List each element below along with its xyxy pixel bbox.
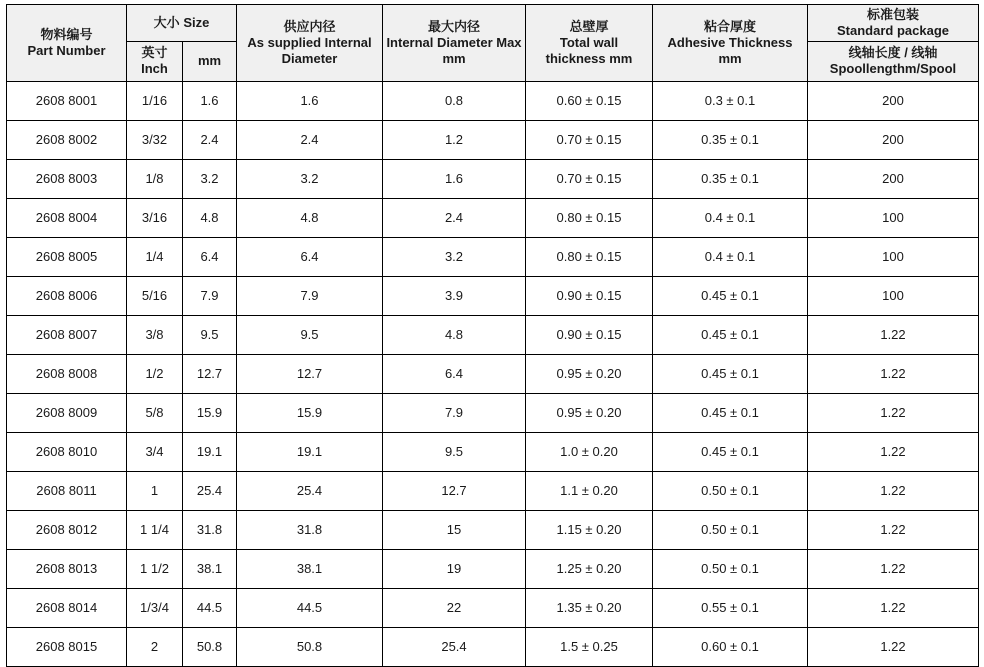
cell-as-supplied-id: 2.4 — [237, 120, 383, 159]
cell-max-id: 4.8 — [383, 315, 526, 354]
table-row — [7, 354, 979, 393]
cell-part-number: 2608 8015 — [7, 627, 127, 666]
cell-part-number: 2608 8011 — [7, 471, 127, 510]
header-part-number — [7, 5, 127, 82]
table-row — [7, 549, 979, 588]
cell-total-wall: 0.80 ± 0.15 — [526, 237, 653, 276]
cell-size-mm: 44.5 — [183, 588, 237, 627]
cell-size-mm: 6.4 — [183, 237, 237, 276]
cell-size-inch: 5/16 — [127, 276, 183, 315]
header-size-inch — [127, 41, 183, 81]
cell-size-inch: 1/4 — [127, 237, 183, 276]
header-total-wall-en: Total wall thickness mm — [545, 34, 633, 66]
header-adhesive-thickness — [653, 5, 808, 82]
table-row — [7, 159, 979, 198]
cell-size-inch: 1 — [127, 471, 183, 510]
cell-max-id: 12.7 — [383, 471, 526, 510]
cell-part-number: 2608 8007 — [7, 315, 127, 354]
cell-as-supplied-id: 38.1 — [237, 549, 383, 588]
cell-total-wall: 1.35 ± 0.20 — [526, 588, 653, 627]
cell-standard-package: 200 — [808, 120, 979, 159]
header-as-supplied-id — [237, 5, 383, 82]
cell-max-id: 15 — [383, 510, 526, 549]
cell-size-inch: 1/3/4 — [127, 588, 183, 627]
cell-total-wall: 0.90 ± 0.15 — [526, 315, 653, 354]
cell-standard-package: 100 — [808, 276, 979, 315]
cell-size-inch: 1/16 — [127, 81, 183, 120]
cell-size-mm: 19.1 — [183, 432, 237, 471]
cell-adhesive-thickness: 0.45 ± 0.1 — [653, 315, 808, 354]
header-total-wall — [526, 5, 653, 82]
cell-standard-package: 1.22 — [808, 354, 979, 393]
header-adhesive-thickness-cn: 粘合厚度 — [703, 19, 756, 35]
cell-standard-package: 1.22 — [808, 432, 979, 471]
header-size-mm-en: mm — [197, 53, 222, 69]
header-spool-length-cn: 线轴长度 / 线轴 — [848, 45, 938, 61]
header-row-top — [7, 5, 979, 42]
cell-size-mm: 50.8 — [183, 627, 237, 666]
table-row — [7, 120, 979, 159]
cell-adhesive-thickness: 0.35 ± 0.1 — [653, 159, 808, 198]
table-row — [7, 627, 979, 666]
table-body — [7, 81, 979, 666]
cell-size-inch: 5/8 — [127, 393, 183, 432]
cell-part-number: 2608 8003 — [7, 159, 127, 198]
cell-size-mm: 1.6 — [183, 81, 237, 120]
cell-size-inch: 1/2 — [127, 354, 183, 393]
table-row — [7, 588, 979, 627]
cell-total-wall: 0.95 ± 0.20 — [526, 354, 653, 393]
table-row — [7, 510, 979, 549]
cell-standard-package: 1.22 — [808, 627, 979, 666]
cell-size-mm: 31.8 — [183, 510, 237, 549]
cell-size-mm: 12.7 — [183, 354, 237, 393]
cell-size-inch: 3/32 — [127, 120, 183, 159]
cell-standard-package: 200 — [808, 81, 979, 120]
cell-size-inch: 1/8 — [127, 159, 183, 198]
cell-max-id: 3.9 — [383, 276, 526, 315]
cell-size-mm: 7.9 — [183, 276, 237, 315]
header-standard-package — [808, 5, 979, 42]
cell-as-supplied-id: 1.6 — [237, 81, 383, 120]
header-adhesive-thickness-en: Adhesive Thickness mm — [667, 34, 793, 66]
table-header — [7, 5, 979, 82]
cell-part-number: 2608 8004 — [7, 198, 127, 237]
cell-max-id: 2.4 — [383, 198, 526, 237]
cell-part-number: 2608 8012 — [7, 510, 127, 549]
cell-max-id: 6.4 — [383, 354, 526, 393]
cell-size-mm: 3.2 — [183, 159, 237, 198]
cell-adhesive-thickness: 0.45 ± 0.1 — [653, 432, 808, 471]
header-max-id-en: Internal Diameter Max mm — [386, 34, 522, 66]
table-row — [7, 393, 979, 432]
header-spool-length-en: Spoollengthm/Spool — [829, 61, 957, 77]
cell-adhesive-thickness: 0.45 ± 0.1 — [653, 393, 808, 432]
specification-table — [6, 4, 979, 667]
cell-total-wall: 1.0 ± 0.20 — [526, 432, 653, 471]
header-max-id — [383, 5, 526, 82]
cell-size-inch: 3/16 — [127, 198, 183, 237]
header-max-id-cn: 最大内径 — [427, 19, 480, 35]
header-size-group — [127, 5, 237, 42]
header-size-mm — [183, 41, 237, 81]
table-row — [7, 471, 979, 510]
cell-part-number: 2608 8009 — [7, 393, 127, 432]
cell-standard-package: 1.22 — [808, 471, 979, 510]
cell-adhesive-thickness: 0.3 ± 0.1 — [653, 81, 808, 120]
cell-part-number: 2608 8006 — [7, 276, 127, 315]
cell-total-wall: 0.90 ± 0.15 — [526, 276, 653, 315]
cell-standard-package: 1.22 — [808, 315, 979, 354]
cell-total-wall: 1.5 ± 0.25 — [526, 627, 653, 666]
cell-size-inch: 2 — [127, 627, 183, 666]
cell-as-supplied-id: 50.8 — [237, 627, 383, 666]
cell-part-number: 2608 8013 — [7, 549, 127, 588]
cell-total-wall: 0.95 ± 0.20 — [526, 393, 653, 432]
cell-part-number: 2608 8001 — [7, 81, 127, 120]
cell-part-number: 2608 8010 — [7, 432, 127, 471]
cell-as-supplied-id: 7.9 — [237, 276, 383, 315]
cell-standard-package: 100 — [808, 198, 979, 237]
table-row — [7, 81, 979, 120]
cell-standard-package: 1.22 — [808, 393, 979, 432]
cell-as-supplied-id: 6.4 — [237, 237, 383, 276]
cell-adhesive-thickness: 0.45 ± 0.1 — [653, 276, 808, 315]
cell-total-wall: 1.15 ± 0.20 — [526, 510, 653, 549]
cell-total-wall: 1.25 ± 0.20 — [526, 549, 653, 588]
header-part-number-en: Part Number — [27, 42, 106, 58]
cell-max-id: 22 — [383, 588, 526, 627]
cell-as-supplied-id: 12.7 — [237, 354, 383, 393]
header-total-wall-cn: 总壁厚 — [569, 19, 609, 35]
cell-part-number: 2608 8014 — [7, 588, 127, 627]
cell-size-mm: 9.5 — [183, 315, 237, 354]
header-standard-package-cn: 标准包装 — [866, 7, 919, 22]
cell-standard-package: 1.22 — [808, 510, 979, 549]
header-size-group-cn: 大小 — [153, 14, 180, 30]
cell-standard-package: 200 — [808, 159, 979, 198]
cell-size-inch: 1 1/4 — [127, 510, 183, 549]
cell-part-number: 2608 8008 — [7, 354, 127, 393]
cell-max-id: 19 — [383, 549, 526, 588]
cell-standard-package: 1.22 — [808, 588, 979, 627]
header-spool-length — [808, 41, 979, 81]
cell-max-id: 7.9 — [383, 393, 526, 432]
cell-total-wall: 1.1 ± 0.20 — [526, 471, 653, 510]
header-as-supplied-id-en: As supplied Internal Diameter — [247, 34, 372, 66]
cell-size-mm: 38.1 — [183, 549, 237, 588]
cell-total-wall: 0.80 ± 0.15 — [526, 198, 653, 237]
cell-size-inch: 1 1/2 — [127, 549, 183, 588]
cell-size-mm: 4.8 — [183, 198, 237, 237]
cell-adhesive-thickness: 0.45 ± 0.1 — [653, 354, 808, 393]
cell-adhesive-thickness: 0.4 ± 0.1 — [653, 198, 808, 237]
cell-adhesive-thickness: 0.55 ± 0.1 — [653, 588, 808, 627]
cell-part-number: 2608 8002 — [7, 120, 127, 159]
cell-max-id: 0.8 — [383, 81, 526, 120]
cell-adhesive-thickness: 0.50 ± 0.1 — [653, 549, 808, 588]
cell-adhesive-thickness: 0.4 ± 0.1 — [653, 237, 808, 276]
cell-adhesive-thickness: 0.50 ± 0.1 — [653, 471, 808, 510]
table-row — [7, 315, 979, 354]
cell-as-supplied-id: 9.5 — [237, 315, 383, 354]
header-size-group-en: Size — [183, 14, 210, 30]
cell-adhesive-thickness: 0.35 ± 0.1 — [653, 120, 808, 159]
cell-size-inch: 3/4 — [127, 432, 183, 471]
table-row — [7, 198, 979, 237]
cell-part-number: 2608 8005 — [7, 237, 127, 276]
cell-as-supplied-id: 3.2 — [237, 159, 383, 198]
cell-max-id: 9.5 — [383, 432, 526, 471]
header-standard-package-en: Standard package — [837, 22, 949, 38]
cell-adhesive-thickness: 0.50 ± 0.1 — [653, 510, 808, 549]
header-size-inch-en: Inch — [141, 61, 168, 77]
cell-size-mm: 2.4 — [183, 120, 237, 159]
cell-as-supplied-id: 19.1 — [237, 432, 383, 471]
table-row — [7, 237, 979, 276]
cell-total-wall: 0.60 ± 0.15 — [526, 81, 653, 120]
cell-as-supplied-id: 31.8 — [237, 510, 383, 549]
header-part-number-cn: 物料编号 — [40, 27, 93, 42]
cell-total-wall: 0.70 ± 0.15 — [526, 120, 653, 159]
cell-total-wall: 0.70 ± 0.15 — [526, 159, 653, 198]
cell-max-id: 1.2 — [383, 120, 526, 159]
cell-max-id: 25.4 — [383, 627, 526, 666]
table-row — [7, 432, 979, 471]
cell-as-supplied-id: 25.4 — [237, 471, 383, 510]
cell-standard-package: 100 — [808, 237, 979, 276]
cell-size-inch: 3/8 — [127, 315, 183, 354]
header-size-inch-cn: 英寸 — [141, 45, 168, 61]
cell-max-id: 3.2 — [383, 237, 526, 276]
cell-standard-package: 1.22 — [808, 549, 979, 588]
cell-size-mm: 25.4 — [183, 471, 237, 510]
cell-as-supplied-id: 15.9 — [237, 393, 383, 432]
cell-size-mm: 15.9 — [183, 393, 237, 432]
table-row — [7, 276, 979, 315]
cell-adhesive-thickness: 0.60 ± 0.1 — [653, 627, 808, 666]
cell-as-supplied-id: 4.8 — [237, 198, 383, 237]
header-as-supplied-id-cn: 供应内径 — [283, 19, 336, 35]
cell-as-supplied-id: 44.5 — [237, 588, 383, 627]
cell-max-id: 1.6 — [383, 159, 526, 198]
